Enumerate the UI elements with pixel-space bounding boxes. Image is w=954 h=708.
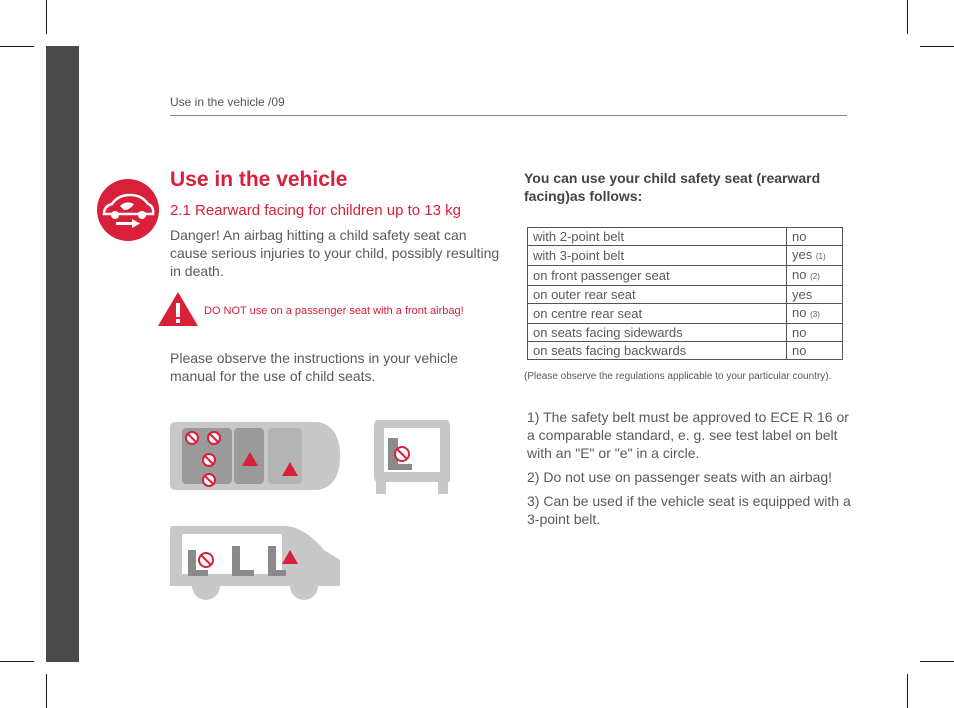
- table-note: (Please observe the regulations applicable to your particular country).: [524, 371, 832, 382]
- table-row: [528, 246, 843, 266]
- row-label: on front passenger seat: [528, 266, 787, 286]
- rear-seat-diagram: [372, 416, 452, 496]
- row-value: yes: [787, 286, 843, 304]
- footnote-1: 1) The safety belt must be approved to ECE R 16 or a comparable standard, e. g. see test label on belt with an "E" or "e" in a circle.: [527, 409, 849, 461]
- row-value: no: [787, 324, 843, 342]
- usage-heading: You can use your child safety seat (rearward facing)as follows:: [524, 170, 821, 204]
- crop-mark: [907, 674, 908, 708]
- row-note: (3): [810, 310, 820, 319]
- sidebar-bar: [46, 46, 79, 662]
- row-value: no (2): [787, 266, 843, 286]
- warning-triangle-icon: [156, 290, 200, 328]
- row-label: with 3-point belt: [528, 246, 787, 266]
- crop-mark: [907, 0, 908, 34]
- crop-mark: [0, 46, 34, 47]
- row-label: with 2-point belt: [528, 228, 787, 246]
- row-label: on outer rear seat: [528, 286, 787, 304]
- row-label: on seats facing sidewards: [528, 324, 787, 342]
- crop-mark: [920, 46, 954, 47]
- row-value: no: [787, 228, 843, 246]
- page-header: Use in the vehicle /09: [170, 95, 285, 109]
- row-value: no: [787, 342, 843, 360]
- row-note: (1): [815, 252, 826, 261]
- footnotes: [527, 408, 857, 534]
- crop-mark: [920, 661, 954, 662]
- header-divider: [170, 115, 847, 116]
- crop-mark: [0, 661, 34, 662]
- row-label: on centre rear seat: [528, 304, 787, 324]
- car-seat-icon: [96, 178, 160, 242]
- table-row: [528, 324, 843, 342]
- section-subtitle: 2.1 Rearward facing for children up to 13 kg: [170, 202, 461, 219]
- row-label: on seats facing backwards: [528, 342, 787, 360]
- crop-mark: [46, 0, 47, 34]
- table-row: [528, 342, 843, 360]
- section-title: Use in the vehicle: [170, 168, 348, 191]
- van-side-view-diagram: [168, 520, 342, 602]
- table-row: [528, 286, 843, 304]
- row-value: no (3): [787, 304, 843, 324]
- footnote-2: 2) Do not use on passenger seats with an airbag!: [527, 469, 833, 485]
- airbag-warning-text: DO NOT use on a passenger seat with a front airbag!: [204, 305, 464, 317]
- table-row: [528, 304, 843, 324]
- row-value: yes (1): [787, 246, 843, 266]
- table-row: [528, 228, 843, 246]
- observe-text: Please observe the instructions in your vehicle manual for the use of child seats.: [170, 350, 458, 384]
- row-note: (2): [810, 272, 820, 281]
- table-row: [528, 266, 843, 286]
- usage-table: [527, 227, 843, 360]
- footnote-3: 3) Can be used if the vehicle seat is equipped with a 3-point belt.: [527, 493, 851, 527]
- car-top-view-diagram: [168, 416, 342, 496]
- danger-text: Danger! An airbag hitting a child safety seat can cause serious injuries to your child, possibly resulting in death.: [170, 227, 500, 279]
- crop-mark: [46, 674, 47, 708]
